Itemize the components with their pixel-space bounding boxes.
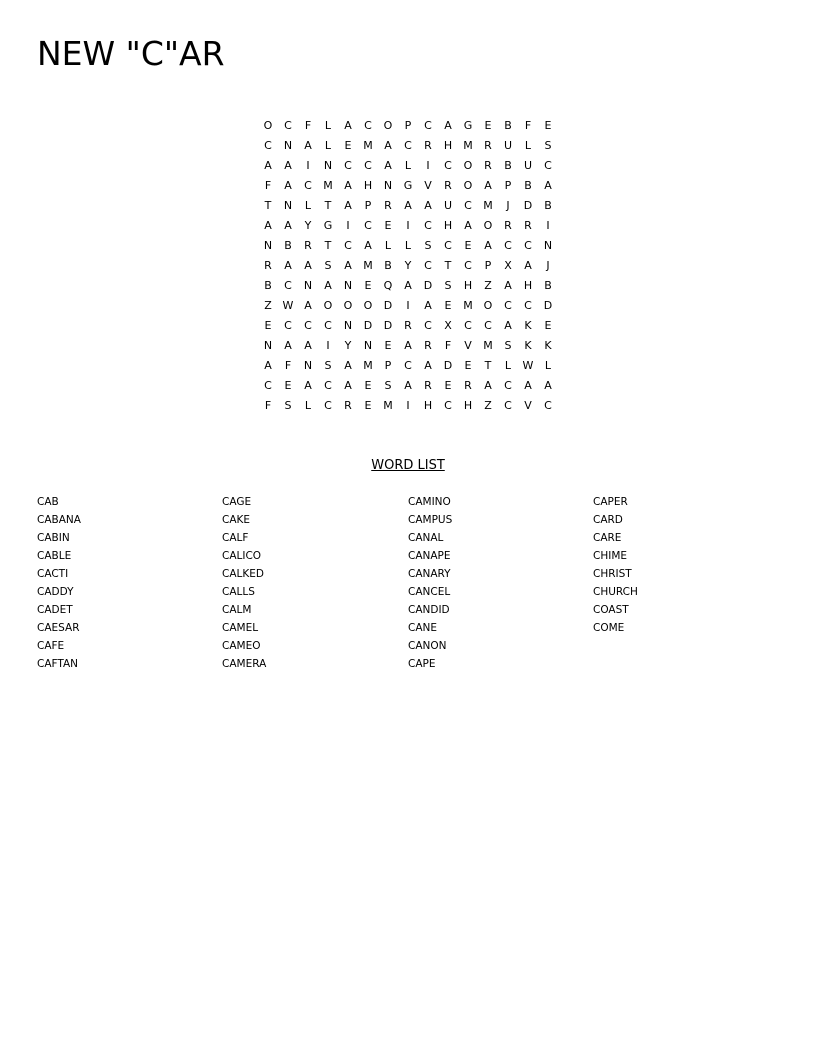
grid-letter: B: [544, 199, 552, 212]
grid-letter: L: [544, 359, 552, 372]
grid-letter: E: [364, 279, 372, 292]
grid-letter: N: [303, 279, 313, 292]
grid-letter: Z: [264, 299, 272, 312]
word-list-item: CANAPE: [408, 550, 451, 562]
grid-letter: O: [363, 299, 373, 312]
grid-letter: A: [484, 179, 492, 192]
grid-letter: S: [544, 139, 552, 152]
grid-letter: C: [524, 239, 532, 252]
grid-letter: B: [284, 239, 292, 252]
word-list-item: CANDID: [408, 604, 450, 616]
grid-letter: B: [544, 279, 552, 292]
grid-letter: Y: [404, 259, 412, 272]
grid-letter: A: [404, 379, 412, 392]
grid-letter: Y: [304, 219, 312, 232]
grid-letter: F: [444, 339, 452, 352]
grid-letter: A: [344, 119, 352, 132]
word-list-heading: [0, 458, 816, 473]
grid-letter: S: [504, 339, 512, 352]
grid-letter: E: [264, 319, 272, 332]
grid-letter: C: [324, 379, 332, 392]
grid-letter: C: [444, 159, 452, 172]
grid-row: [258, 276, 558, 296]
grid-letter: A: [364, 239, 372, 252]
grid-letter: A: [304, 139, 312, 152]
grid-letter: X: [504, 259, 512, 272]
grid-letter: U: [523, 159, 533, 172]
word-list-item: CAFTAN: [37, 658, 79, 670]
grid-letter: H: [463, 279, 473, 292]
grid-letter: A: [424, 299, 432, 312]
grid-letter: C: [484, 319, 492, 332]
grid-letter: A: [284, 339, 292, 352]
grid-letter: C: [324, 319, 332, 332]
grid-letter: M: [363, 259, 373, 272]
word-list-item: CALF: [222, 532, 249, 544]
grid-letter: C: [504, 299, 512, 312]
grid-letter: C: [544, 399, 552, 412]
grid-letter: P: [364, 199, 372, 212]
grid-letter: T: [324, 239, 332, 252]
word-list-item: CALKED: [222, 568, 264, 580]
grid-letter: C: [424, 319, 432, 332]
grid-letter: N: [283, 199, 293, 212]
grid-letter: A: [404, 339, 412, 352]
grid-letter: T: [264, 199, 272, 212]
grid-letter: M: [363, 139, 373, 152]
grid-letter: H: [423, 399, 433, 412]
grid-letter: U: [443, 199, 453, 212]
word-list-item: CAPER: [593, 496, 628, 508]
grid-row: [258, 296, 558, 316]
grid-letter: O: [463, 159, 473, 172]
word-list-item: CAMEO: [222, 640, 261, 652]
grid-letter: A: [344, 379, 352, 392]
grid-letter: F: [264, 179, 272, 192]
grid-letter: O: [463, 179, 473, 192]
grid-letter: E: [544, 119, 552, 132]
grid-letter: N: [283, 139, 293, 152]
grid-letter: C: [524, 299, 532, 312]
word-list-item: CANON: [408, 640, 447, 652]
grid-letter: A: [524, 259, 532, 272]
word-list-item: CALICO: [222, 550, 262, 562]
grid-letter: I: [426, 159, 430, 172]
grid-letter: O: [483, 299, 493, 312]
word-list-item: CAGE: [222, 496, 252, 508]
grid-row: [258, 376, 558, 396]
grid-letter: A: [284, 219, 292, 232]
grid-letter: D: [423, 279, 433, 292]
grid-letter: L: [404, 159, 412, 172]
grid-letter: J: [546, 259, 550, 272]
grid-letter: P: [504, 179, 512, 192]
grid-letter: R: [424, 379, 432, 392]
grid-letter: H: [443, 139, 453, 152]
grid-letter: H: [523, 279, 533, 292]
grid-letter: N: [543, 239, 553, 252]
grid-letter: N: [383, 179, 393, 192]
grid-letter: F: [304, 119, 312, 132]
grid-letter: A: [544, 379, 552, 392]
grid-letter: Z: [484, 399, 492, 412]
grid-letter: A: [344, 359, 352, 372]
grid-letter: A: [464, 219, 472, 232]
grid-letter: N: [303, 359, 313, 372]
grid-letter: C: [504, 239, 512, 252]
grid-letter: D: [543, 299, 553, 312]
grid-letter: H: [443, 219, 453, 232]
grid-letter: E: [544, 319, 552, 332]
grid-letter: N: [363, 339, 373, 352]
grid-letter: I: [406, 219, 410, 232]
word-list-item: CAMEL: [222, 622, 259, 634]
grid-letter: D: [443, 359, 453, 372]
grid-letter: C: [304, 179, 312, 192]
grid-letter: A: [304, 259, 312, 272]
grid-letter: J: [506, 199, 510, 212]
grid-letter: T: [444, 259, 452, 272]
grid-letter: C: [424, 119, 432, 132]
word-list-item: CACTI: [37, 568, 69, 580]
grid-letter: A: [284, 179, 292, 192]
word-list-item: CALLS: [222, 586, 255, 598]
grid-letter: S: [444, 279, 452, 292]
grid-letter: C: [364, 219, 372, 232]
grid-letter: A: [304, 299, 312, 312]
grid-letter: E: [444, 379, 452, 392]
grid-letter: B: [504, 159, 512, 172]
grid-letter: R: [344, 399, 352, 412]
grid-row: [258, 396, 558, 416]
grid-letter: Z: [484, 279, 492, 292]
grid-letter: C: [284, 119, 292, 132]
grid-row: [258, 336, 558, 356]
grid-letter: A: [504, 279, 512, 292]
grid-letter: C: [264, 379, 272, 392]
grid-letter: V: [524, 399, 532, 412]
grid-letter: C: [504, 399, 512, 412]
grid-letter: C: [424, 259, 432, 272]
grid-letter: F: [284, 359, 292, 372]
grid-letter: E: [384, 339, 392, 352]
grid-letter: C: [444, 239, 452, 252]
grid-letter: E: [364, 379, 372, 392]
grid-letter: B: [264, 279, 272, 292]
grid-letter: C: [404, 359, 412, 372]
grid-letter: H: [463, 399, 473, 412]
grid-letter: A: [424, 359, 432, 372]
grid-letter: M: [463, 139, 473, 152]
letter-grid: [258, 116, 558, 416]
grid-row: [258, 316, 558, 336]
grid-letter: S: [284, 399, 292, 412]
grid-letter: T: [324, 199, 332, 212]
grid-row: [258, 136, 558, 156]
grid-letter: O: [483, 219, 493, 232]
grid-letter: F: [264, 399, 272, 412]
grid-letter: N: [263, 239, 273, 252]
grid-letter: A: [304, 379, 312, 392]
grid-letter: A: [504, 319, 512, 332]
grid-row: [258, 356, 558, 376]
grid-letter: A: [324, 279, 332, 292]
grid-letter: C: [464, 319, 472, 332]
grid-letter: O: [263, 119, 273, 132]
grid-letter: I: [306, 159, 310, 172]
grid-letter: U: [503, 139, 513, 152]
grid-letter: P: [484, 259, 492, 272]
grid-letter: L: [324, 139, 332, 152]
grid-letter: R: [424, 339, 432, 352]
word-list-item: CALM: [222, 604, 252, 616]
grid-letter: K: [524, 319, 532, 332]
grid-letter: C: [284, 319, 292, 332]
grid-letter: S: [324, 359, 332, 372]
grid-letter: P: [384, 359, 392, 372]
grid-letter: C: [264, 139, 272, 152]
word-list-item: CADDY: [37, 586, 74, 598]
grid-letter: A: [344, 259, 352, 272]
grid-letter: A: [524, 379, 532, 392]
grid-letter: E: [484, 119, 492, 132]
grid-letter: A: [264, 159, 272, 172]
word-list-item: CAESAR: [37, 622, 80, 634]
word-column: [593, 493, 638, 637]
grid-letter: G: [463, 119, 473, 132]
grid-letter: L: [384, 239, 392, 252]
word-column: [408, 493, 452, 673]
grid-letter: R: [264, 259, 272, 272]
grid-letter: E: [444, 299, 452, 312]
grid-letter: C: [324, 399, 332, 412]
word-list-item: CAB: [37, 496, 59, 508]
word-list-item: CHIME: [593, 550, 628, 562]
grid-letter: A: [304, 339, 312, 352]
grid-letter: R: [444, 179, 452, 192]
grid-letter: O: [323, 299, 333, 312]
grid-letter: M: [383, 399, 393, 412]
grid-letter: E: [344, 139, 352, 152]
grid-letter: W: [282, 299, 294, 312]
grid-letter: C: [504, 379, 512, 392]
word-list-item: CABIN: [37, 532, 70, 544]
grid-letter: A: [444, 119, 452, 132]
grid-letter: L: [524, 139, 532, 152]
grid-letter: C: [464, 259, 472, 272]
grid-letter: I: [546, 219, 550, 232]
grid-letter: O: [383, 119, 393, 132]
grid-letter: A: [544, 179, 552, 192]
word-list-item: CAMPUS: [408, 514, 453, 526]
grid-letter: L: [404, 239, 412, 252]
word-list-item: CADET: [37, 604, 73, 616]
word-list-item: CANARY: [408, 568, 451, 580]
grid-letter: D: [383, 299, 393, 312]
grid-row: [258, 216, 558, 236]
word-list-item: COAST: [593, 604, 629, 616]
grid-letter: L: [304, 399, 312, 412]
word-list-item: CHURCH: [593, 586, 638, 598]
grid-row: [258, 256, 558, 276]
word-list-item: CANCEL: [408, 586, 451, 598]
word-list-item: CABANA: [37, 514, 81, 526]
grid-letter: B: [504, 119, 512, 132]
grid-letter: E: [384, 219, 392, 232]
grid-row: [258, 116, 558, 136]
word-list-item: COME: [593, 622, 625, 634]
grid-letter: D: [363, 319, 373, 332]
grid-letter: K: [544, 339, 552, 352]
word-list-item: CARE: [593, 532, 622, 544]
grid-letter: G: [323, 219, 333, 232]
grid-letter: C: [284, 279, 292, 292]
grid-letter: L: [504, 359, 512, 372]
grid-letter: D: [523, 199, 533, 212]
grid-letter: I: [406, 399, 410, 412]
word-list-item: CHRIST: [593, 568, 632, 580]
grid-letter: C: [544, 159, 552, 172]
grid-letter: V: [424, 179, 432, 192]
grid-letter: A: [264, 219, 272, 232]
grid-letter: C: [304, 319, 312, 332]
grid-row: [258, 156, 558, 176]
grid-letter: A: [424, 199, 432, 212]
grid-letter: R: [484, 159, 492, 172]
grid-letter: A: [484, 239, 492, 252]
word-list-item: CAMINO: [408, 496, 451, 508]
grid-letter: E: [464, 359, 472, 372]
grid-letter: I: [346, 219, 350, 232]
grid-letter: A: [384, 159, 392, 172]
grid-letter: E: [464, 239, 472, 252]
grid-letter: V: [464, 339, 472, 352]
grid-letter: O: [343, 299, 353, 312]
grid-letter: C: [444, 399, 452, 412]
grid-letter: B: [384, 259, 392, 272]
grid-row: [258, 176, 558, 196]
grid-letter: F: [524, 119, 532, 132]
word-list-item: CANE: [408, 622, 438, 634]
grid-letter: P: [404, 119, 412, 132]
grid-letter: A: [404, 199, 412, 212]
puzzle-title: NEW "C"AR: [37, 34, 225, 73]
grid-letter: M: [363, 359, 373, 372]
grid-letter: N: [263, 339, 273, 352]
grid-letter: R: [384, 199, 392, 212]
grid-letter: R: [424, 139, 432, 152]
grid-letter: I: [326, 339, 330, 352]
grid-letter: C: [364, 119, 372, 132]
grid-letter: M: [483, 339, 493, 352]
grid-letter: A: [264, 359, 272, 372]
grid-letter: A: [484, 379, 492, 392]
grid-letter: W: [522, 359, 534, 372]
grid-letter: A: [284, 159, 292, 172]
grid-letter: L: [304, 199, 312, 212]
grid-letter: C: [404, 139, 412, 152]
grid-letter: N: [343, 319, 353, 332]
grid-letter: D: [383, 319, 393, 332]
grid-letter: M: [483, 199, 493, 212]
grid-letter: A: [384, 139, 392, 152]
grid-letter: M: [463, 299, 473, 312]
grid-letter: S: [324, 259, 332, 272]
word-list-item: CAFE: [37, 640, 65, 652]
word-list-item: CARD: [593, 514, 623, 526]
grid-letter: X: [444, 319, 452, 332]
grid-letter: I: [406, 299, 410, 312]
grid-letter: N: [323, 159, 333, 172]
grid-letter: R: [404, 319, 412, 332]
grid-letter: R: [464, 379, 472, 392]
grid-letter: H: [363, 179, 373, 192]
word-column: [222, 493, 266, 673]
grid-letter: M: [323, 179, 333, 192]
grid-letter: E: [284, 379, 292, 392]
grid-letter: K: [524, 339, 532, 352]
grid-letter: L: [324, 119, 332, 132]
grid-letter: S: [424, 239, 432, 252]
grid-letter: A: [344, 179, 352, 192]
grid-letter: C: [344, 239, 352, 252]
word-list-title: WORD LIST: [371, 458, 445, 473]
grid-letter: B: [524, 179, 532, 192]
grid-letter: C: [464, 199, 472, 212]
word-list-item: CAMERA: [222, 658, 267, 670]
word-list-item: CAPE: [408, 658, 436, 670]
word-list-item: CANAL: [408, 532, 444, 544]
grid-letter: A: [344, 199, 352, 212]
grid-letter: C: [424, 219, 432, 232]
grid-letter: C: [344, 159, 352, 172]
grid-letter: R: [304, 239, 312, 252]
grid-row: [258, 196, 558, 216]
grid-letter: A: [404, 279, 412, 292]
grid-letter: E: [364, 399, 372, 412]
grid-letter: N: [343, 279, 353, 292]
word-list-item: CAKE: [222, 514, 251, 526]
grid-row: [258, 236, 558, 256]
grid-letter: Y: [344, 339, 352, 352]
grid-letter: T: [484, 359, 492, 372]
grid-letter: C: [364, 159, 372, 172]
grid-letter: Q: [383, 279, 393, 292]
word-list-item: CABLE: [37, 550, 72, 562]
grid-letter: S: [384, 379, 392, 392]
grid-letter: R: [484, 139, 492, 152]
grid-letter: G: [403, 179, 413, 192]
grid-letter: R: [524, 219, 532, 232]
word-column: [37, 493, 81, 673]
grid-letter: A: [284, 259, 292, 272]
grid-letter: R: [504, 219, 512, 232]
